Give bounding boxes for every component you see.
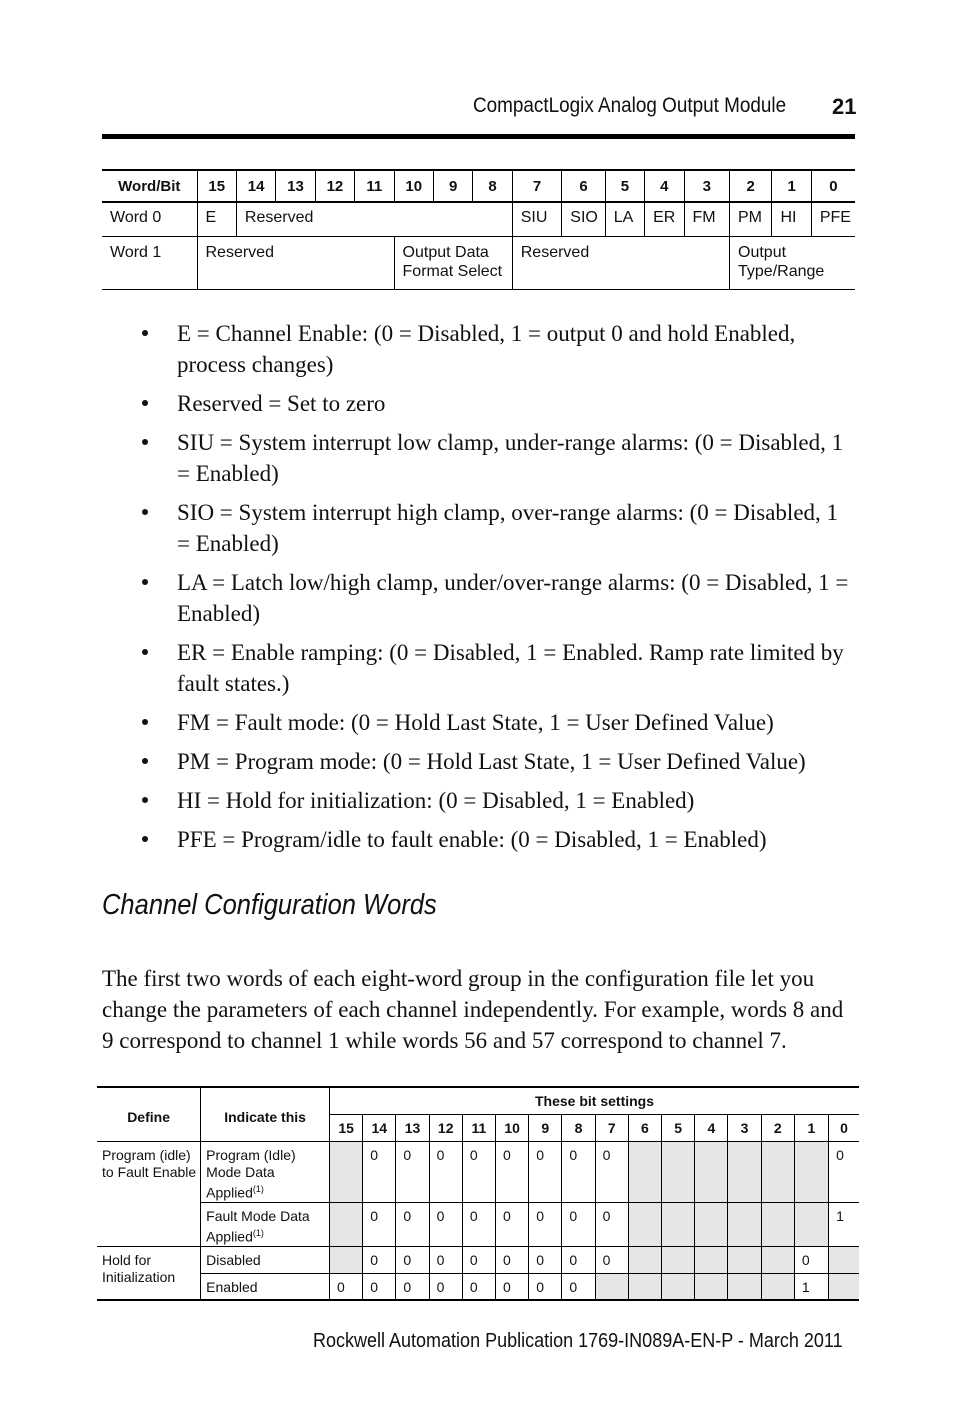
bit-cell-er: ER xyxy=(645,202,684,236)
bit-cell: 0 xyxy=(562,1246,595,1273)
bit-cell: 0 xyxy=(363,1142,396,1203)
bit-header: 6 xyxy=(628,1115,661,1142)
header-cell-define: Define xyxy=(97,1087,201,1142)
bit-cell: 0 xyxy=(429,1142,462,1203)
footnote-mark: (1) xyxy=(252,1227,264,1238)
header-cell: 13 xyxy=(276,170,315,202)
bit-cell: 1 xyxy=(794,1273,828,1300)
table-header-row xyxy=(102,170,855,202)
bullet-icon xyxy=(142,579,148,585)
bit-cell xyxy=(728,1246,761,1273)
bit-cell xyxy=(761,1142,794,1203)
footnote-mark: (1) xyxy=(252,1184,264,1194)
bit-header: 11 xyxy=(462,1115,495,1142)
header-rule xyxy=(102,134,855,139)
bit-cell-pfe: PFE xyxy=(811,202,855,236)
bit-header: 9 xyxy=(529,1115,562,1142)
table-row xyxy=(102,202,855,236)
bit-cell: 1 xyxy=(829,1202,859,1246)
bit-cell: 0 xyxy=(595,1142,628,1203)
word-bit-table xyxy=(102,169,855,290)
bit-header: 5 xyxy=(662,1115,695,1142)
bit-header: 3 xyxy=(728,1115,761,1142)
page-number: 21 xyxy=(832,94,857,119)
indicate-cell: Enabled xyxy=(201,1273,330,1300)
bit-cell xyxy=(829,1246,859,1273)
bit-cell-output-type-range xyxy=(730,236,856,289)
bit-cell: 0 xyxy=(363,1273,396,1300)
bit-cell xyxy=(695,1142,728,1203)
bit-cell: 0 xyxy=(396,1142,429,1203)
table-row xyxy=(97,1273,859,1300)
bit-header: 8 xyxy=(562,1115,595,1142)
bit-cell: 0 xyxy=(363,1202,396,1246)
bit-cell-reserved: Reserved xyxy=(512,236,729,289)
body-paragraph: The first two words of each eight-word group in the configuration file let you change the parameters of each channel independently. For example, words 8 and 9 correspond to channel 1 while words 56 and 57 correspond to channel 7. xyxy=(102,966,844,1053)
bit-header: 15 xyxy=(330,1115,363,1142)
bit-cell xyxy=(761,1273,794,1300)
bit-header: 2 xyxy=(761,1115,794,1142)
cell-line: Initialization xyxy=(102,1268,176,1285)
bullet-icon xyxy=(142,758,148,764)
bit-cell xyxy=(829,1273,859,1300)
define-cell xyxy=(97,1142,201,1247)
bit-cell-fm: FM xyxy=(684,202,729,236)
bit-cell xyxy=(761,1246,794,1273)
bit-cell xyxy=(330,1202,363,1246)
bit-cell: 0 xyxy=(829,1142,859,1203)
bit-cell: 0 xyxy=(562,1273,595,1300)
bit-cell xyxy=(662,1273,695,1300)
list-item: Reserved = Set to zero xyxy=(140,388,855,419)
bit-cell: 0 xyxy=(462,1246,495,1273)
header-cell-indicate: Indicate this xyxy=(201,1087,330,1142)
bit-cell xyxy=(330,1142,363,1203)
bit-cell: 0 xyxy=(562,1202,595,1246)
list-item: LA = Latch low/high clamp, under/over-range alarms: (0 = Disabled, 1 = Enabled) xyxy=(140,567,855,629)
word-label: Word 1 xyxy=(102,236,197,289)
indicate-cell xyxy=(201,1202,330,1246)
bit-cell-siu: SIU xyxy=(512,202,562,236)
header-cell: Word/Bit xyxy=(102,170,197,202)
bit-cell xyxy=(330,1246,363,1273)
bit-cell-reserved: Reserved xyxy=(197,236,394,289)
bit-cell xyxy=(662,1142,695,1203)
bullet-icon xyxy=(142,509,148,515)
bullet-icon xyxy=(142,649,148,655)
cell-line: Applied$^{(1)}$ xyxy=(206,1184,264,1201)
list-item: HI = Hold for initialization: (0 = Disabled, 1 = Enabled) xyxy=(140,785,855,816)
cell-line: Mode Data xyxy=(206,1164,275,1180)
bit-cell: 0 xyxy=(396,1202,429,1246)
bit-cell: 0 xyxy=(496,1273,529,1300)
bit-cell: 0 xyxy=(396,1246,429,1273)
bit-header: 10 xyxy=(496,1115,529,1142)
bit-cell: 0 xyxy=(462,1142,495,1203)
bit-cell: 0 xyxy=(529,1202,562,1246)
bit-cell xyxy=(761,1202,794,1246)
bit-cell xyxy=(794,1202,828,1246)
bit-cell xyxy=(728,1202,761,1246)
bit-cell xyxy=(695,1246,728,1273)
header-cell: 2 xyxy=(730,170,772,202)
bit-cell-hi: HI xyxy=(772,202,811,236)
list-item: PFE = Program/idle to fault enable: (0 = Disabled, 1 = Enabled) xyxy=(140,824,855,855)
table-header-row xyxy=(97,1087,859,1115)
bit-cell: 0 xyxy=(429,1246,462,1273)
bit-cell: 0 xyxy=(496,1246,529,1273)
bit-header: 14 xyxy=(363,1115,396,1142)
bit-cell xyxy=(728,1273,761,1300)
bullet-icon xyxy=(142,719,148,725)
define-cell xyxy=(97,1246,201,1300)
header-cell: 0 xyxy=(811,170,855,202)
header-cell: 3 xyxy=(684,170,729,202)
indicate-cell xyxy=(201,1142,330,1203)
table-row xyxy=(97,1142,859,1203)
running-header-title: CompactLogix Analog Output Module xyxy=(473,94,787,117)
bit-cell-reserved: Reserved xyxy=(236,202,512,236)
bit-cell xyxy=(662,1202,695,1246)
header-cell: 1 xyxy=(772,170,811,202)
bullet-icon xyxy=(142,836,148,842)
table-row xyxy=(102,236,855,289)
bit-header: 1 xyxy=(794,1115,828,1142)
bit-header: 13 xyxy=(396,1115,429,1142)
bit-cell: 0 xyxy=(363,1246,396,1273)
cell-line: Applied$^{(1)}$ xyxy=(206,1227,264,1245)
bit-cell-output-data-format xyxy=(394,236,512,289)
bit-cell xyxy=(628,1273,661,1300)
bit-cell-la: LA xyxy=(605,202,644,236)
header-cell: 9 xyxy=(433,170,472,202)
bit-cell: 0 xyxy=(529,1142,562,1203)
list-item: SIU = System interrupt low clamp, under-range alarms: (0 = Disabled, 1 = Enabled) xyxy=(140,427,855,489)
list-item: SIO = System interrupt high clamp, over-range alarms: (0 = Disabled, 1 = Enabled) xyxy=(140,497,855,559)
bit-cell xyxy=(728,1142,761,1203)
bit-cell-sio: SIO xyxy=(562,202,605,236)
header-cell: 11 xyxy=(355,170,394,202)
bit-cell: 0 xyxy=(562,1142,595,1203)
bit-cell: 0 xyxy=(462,1202,495,1246)
cell-line: Type/Range xyxy=(738,262,825,280)
bullet-icon xyxy=(142,439,148,445)
bit-definition-list xyxy=(140,318,855,863)
bit-cell: 0 xyxy=(396,1273,429,1300)
bit-cell xyxy=(695,1273,728,1300)
bit-cell xyxy=(628,1202,661,1246)
section-heading: Channel Configuration Words xyxy=(102,889,437,921)
bit-cell xyxy=(628,1246,661,1273)
table-row xyxy=(97,1202,859,1246)
bit-cell: 0 xyxy=(496,1202,529,1246)
cell-line: Output xyxy=(738,243,787,261)
cell-line: Output Data xyxy=(402,243,489,261)
bit-cell: 0 xyxy=(496,1142,529,1203)
header-cell: 8 xyxy=(473,170,512,202)
bit-settings-table xyxy=(97,1086,859,1301)
header-cell: 5 xyxy=(605,170,644,202)
list-item: PM = Program mode: (0 = Hold Last State, 1 = User Defined Value) xyxy=(140,746,855,777)
bit-header: 7 xyxy=(595,1115,628,1142)
header-cell: 10 xyxy=(394,170,433,202)
bit-cell xyxy=(595,1273,628,1300)
bullet-icon xyxy=(142,797,148,803)
bit-cell: 0 xyxy=(429,1273,462,1300)
bullet-icon xyxy=(142,400,148,406)
header-cell: 15 xyxy=(197,170,236,202)
bit-header: 4 xyxy=(695,1115,728,1142)
list-item: E = Channel Enable: (0 = Disabled, 1 = output 0 and hold Enabled, process changes) xyxy=(140,318,855,380)
bit-cell-pm: PM xyxy=(730,202,772,236)
cell-line: Hold for xyxy=(102,1251,152,1268)
header-cell: 14 xyxy=(236,170,275,202)
table-row xyxy=(97,1246,859,1273)
indicate-cell: Disabled xyxy=(201,1246,330,1273)
cell-line: to Fault Enable xyxy=(102,1164,197,1180)
bit-cell: 0 xyxy=(595,1202,628,1246)
bit-cell xyxy=(662,1246,695,1273)
bit-cell: 0 xyxy=(429,1202,462,1246)
bit-cell xyxy=(695,1202,728,1246)
cell-line: Program (idle) xyxy=(102,1147,191,1163)
list-item: FM = Fault mode: (0 = Hold Last State, 1 = User Defined Value) xyxy=(140,707,855,738)
bit-cell: 0 xyxy=(462,1273,495,1300)
cell-line: Program (Idle) xyxy=(206,1147,296,1163)
list-item: ER = Enable ramping: (0 = Disabled, 1 = Enabled. Ramp rate limited by fault states.) xyxy=(140,637,855,699)
word-label: Word 0 xyxy=(102,202,197,236)
bit-header: 12 xyxy=(429,1115,462,1142)
bit-cell: 0 xyxy=(529,1273,562,1300)
bit-cell: 0 xyxy=(529,1246,562,1273)
bit-cell xyxy=(794,1142,828,1203)
bit-cell: 0 xyxy=(595,1246,628,1273)
bit-header: 0 xyxy=(829,1115,859,1142)
cell-line: Format Select xyxy=(402,262,503,280)
bit-cell: 0 xyxy=(330,1273,363,1300)
header-cell-bit-settings: These bit settings xyxy=(330,1087,860,1115)
header-cell: 6 xyxy=(562,170,605,202)
bullet-icon xyxy=(142,330,148,336)
header-cell: 12 xyxy=(315,170,354,202)
header-cell: 4 xyxy=(645,170,684,202)
publication-footer: Rockwell Automation Publication 1769-IN089A-EN-P - March 2011 xyxy=(313,1330,843,1352)
header-cell: 7 xyxy=(512,170,562,202)
bit-cell xyxy=(628,1142,661,1203)
cell-line: Fault Mode Data xyxy=(206,1207,310,1224)
bit-cell: 0 xyxy=(794,1246,828,1273)
bit-cell-e: E xyxy=(197,202,236,236)
